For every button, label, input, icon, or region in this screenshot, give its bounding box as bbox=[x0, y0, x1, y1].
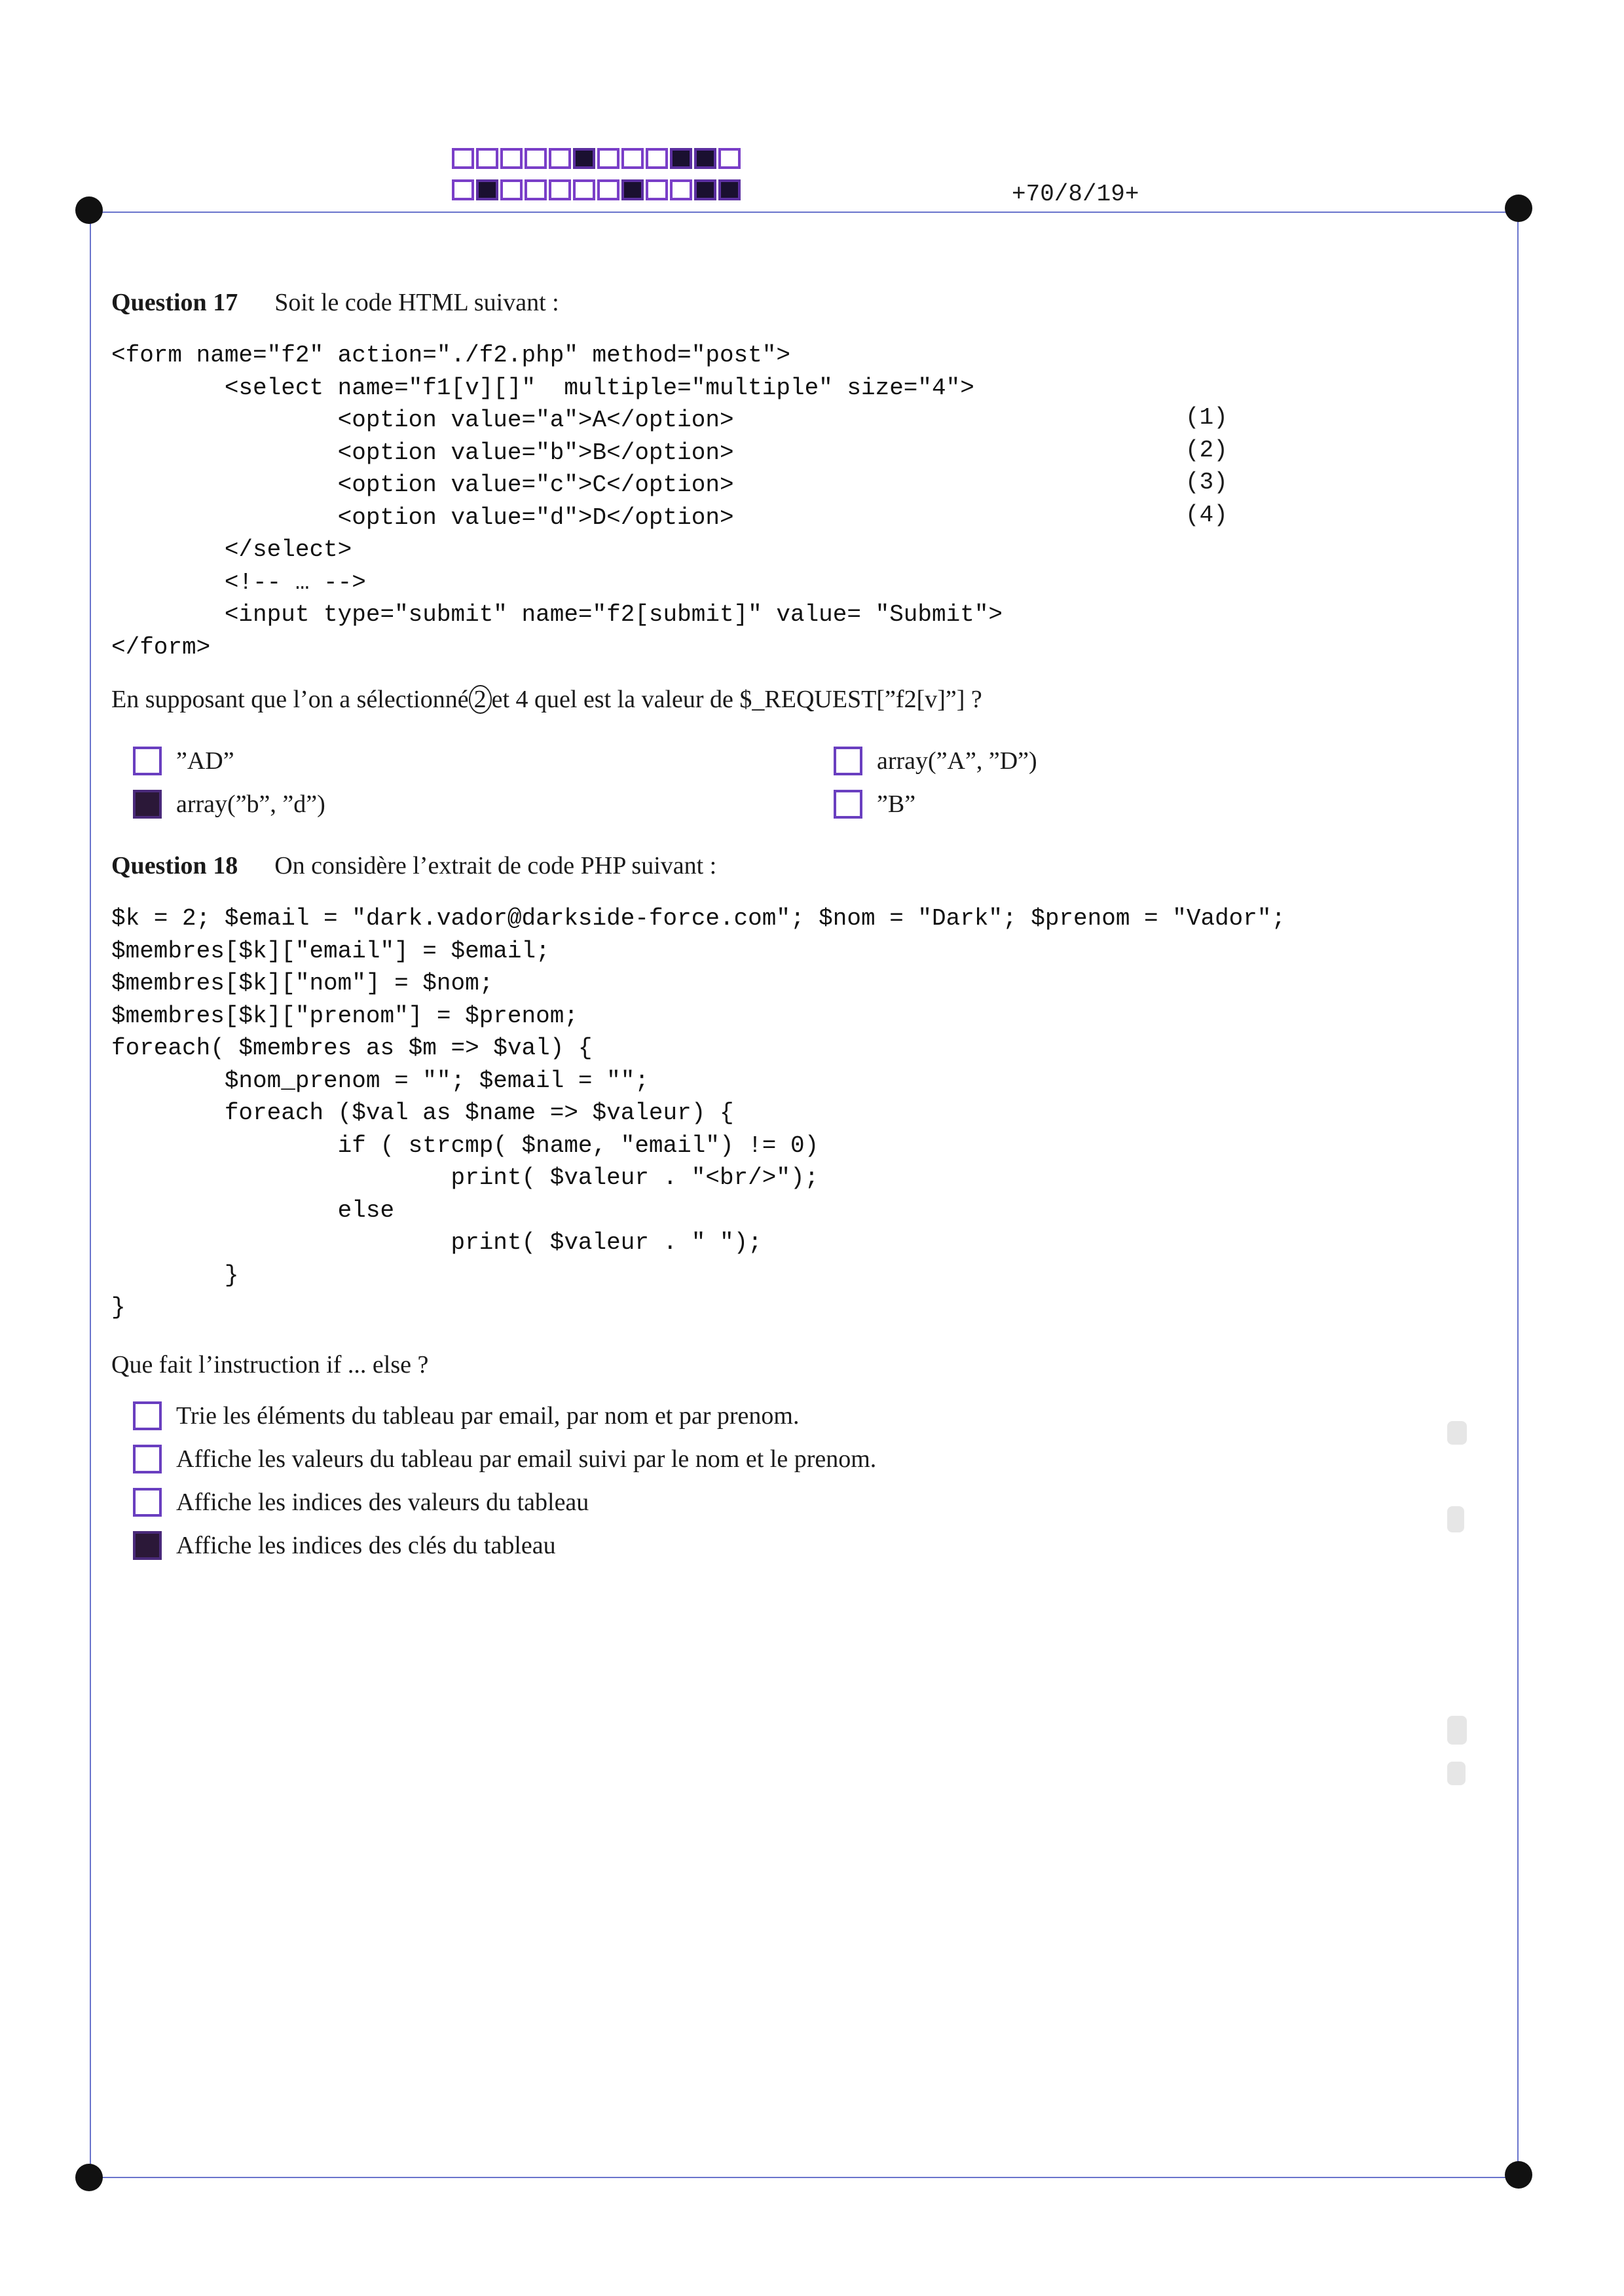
barcode-cell bbox=[452, 179, 474, 200]
checkbox[interactable] bbox=[133, 1488, 162, 1517]
barcode-cell bbox=[597, 179, 619, 200]
question-text-after: et 4 quel est la valeur de $_REQUEST[”f2[v]”] ? bbox=[491, 686, 982, 713]
question-text-before: En supposant que l’on a sélectionné bbox=[111, 686, 469, 713]
code-line: $membres[$k]["email"] = $email; bbox=[111, 937, 550, 965]
q18-choice-3[interactable] bbox=[133, 1488, 589, 1517]
code-line: $nom_prenom = ""; $email = ""; bbox=[111, 1067, 649, 1094]
q18-choice-2[interactable] bbox=[133, 1445, 876, 1473]
checkbox[interactable] bbox=[133, 1401, 162, 1430]
barcode-cell bbox=[573, 148, 595, 169]
question-prompt: Soit le code HTML suivant : bbox=[274, 289, 559, 316]
barcode-cell bbox=[718, 148, 741, 169]
checkbox[interactable] bbox=[133, 1531, 162, 1560]
choice-label: ”AD” bbox=[176, 747, 234, 775]
barcode-cell bbox=[476, 179, 498, 200]
barcode-cell bbox=[549, 179, 571, 200]
choice-label: array(”A”, ”D”) bbox=[877, 747, 1037, 775]
scan-artifact bbox=[1447, 1506, 1464, 1532]
code-line: $membres[$k]["prenom"] = $prenom; bbox=[111, 1002, 578, 1029]
code-line: <option value="b">B</option> bbox=[111, 439, 734, 466]
code-line: } bbox=[111, 1294, 126, 1321]
choice-label: Affiche les valeurs du tableau par email suivi par le nom et le prenom. bbox=[176, 1445, 877, 1473]
barcode-cell bbox=[549, 148, 571, 169]
barcode-cell bbox=[597, 148, 619, 169]
circled-number: 2 bbox=[469, 685, 492, 714]
barcode-cell bbox=[525, 148, 547, 169]
page-code: +70/8/19+ bbox=[1012, 181, 1139, 208]
barcode-cell bbox=[646, 148, 668, 169]
code-line: </select> bbox=[111, 536, 352, 563]
barcode-cell bbox=[525, 179, 547, 200]
scan-artifact bbox=[1447, 1716, 1467, 1745]
barcode-cell bbox=[694, 179, 716, 200]
q17-choice-1[interactable] bbox=[133, 747, 234, 775]
barcode-cell bbox=[670, 148, 692, 169]
barcode-cell bbox=[621, 148, 644, 169]
question-17-heading bbox=[111, 288, 559, 317]
code-line: $membres[$k]["nom"] = $nom; bbox=[111, 970, 494, 997]
code-line: } bbox=[111, 1261, 239, 1289]
question-17-text bbox=[111, 685, 982, 714]
line-number: (1) bbox=[1185, 404, 1228, 431]
barcode-cell bbox=[500, 148, 523, 169]
choice-label: ”B” bbox=[877, 790, 916, 818]
code-line: <option value="a">A</option> bbox=[111, 407, 734, 434]
code-line: <select name="f1[v][]" multiple="multiple" size="4"> bbox=[111, 374, 974, 401]
question-18-heading bbox=[111, 851, 716, 880]
code-line: <form name="f2" action="./f2.php" method="post"> bbox=[111, 342, 790, 369]
barcode-row-2 bbox=[452, 179, 741, 200]
line-number: (2) bbox=[1185, 436, 1228, 464]
choice-label: array(”b”, ”d”) bbox=[176, 790, 325, 818]
registration-mark-bottom-right bbox=[1505, 2161, 1532, 2189]
question-label: Question 17 bbox=[111, 289, 238, 316]
checkbox[interactable] bbox=[133, 1445, 162, 1473]
code-line: <option value="d">D</option> bbox=[111, 504, 734, 531]
question-prompt: On considère l’extrait de code PHP suivant : bbox=[274, 852, 717, 880]
checkbox[interactable] bbox=[834, 747, 862, 775]
line-number: (3) bbox=[1185, 469, 1228, 496]
question-label: Question 18 bbox=[111, 852, 238, 880]
choice-label: Affiche les indices des clés du tableau bbox=[176, 1532, 556, 1559]
registration-mark-top-right bbox=[1505, 194, 1532, 222]
checkbox[interactable] bbox=[834, 790, 862, 819]
code-line: <!-- … --> bbox=[111, 568, 366, 596]
code-line: <option value="c">C</option> bbox=[111, 472, 734, 498]
q18-choice-4[interactable] bbox=[133, 1531, 556, 1560]
code-line: print( $valeur . "<br/>"); bbox=[111, 1164, 819, 1191]
barcode-cell bbox=[573, 179, 595, 200]
checkbox[interactable] bbox=[133, 747, 162, 775]
html-code-block bbox=[111, 339, 1003, 663]
barcode-cell bbox=[452, 148, 474, 169]
code-line: if ( strcmp( $name, "email") != 0) bbox=[111, 1132, 819, 1159]
checkbox[interactable] bbox=[133, 790, 162, 819]
registration-mark-top-left bbox=[75, 196, 103, 224]
scan-artifact bbox=[1447, 1421, 1467, 1445]
barcode-cell bbox=[694, 148, 716, 169]
code-line: <input type="submit" name="f2[submit]" value= "Submit"> bbox=[111, 601, 1003, 628]
barcode-cell bbox=[718, 179, 741, 200]
barcode-row-1 bbox=[452, 148, 741, 169]
barcode-cell bbox=[500, 179, 523, 200]
q18-choice-1[interactable] bbox=[133, 1401, 799, 1430]
barcode-cell bbox=[646, 179, 668, 200]
choice-label: Trie les éléments du tableau par email, par nom et par prenom. bbox=[176, 1402, 800, 1430]
q17-choice-2[interactable] bbox=[834, 747, 1037, 775]
line-number: (4) bbox=[1185, 501, 1228, 528]
barcode-cell bbox=[670, 179, 692, 200]
code-line: print( $valeur . " "); bbox=[111, 1229, 762, 1256]
q17-choice-4[interactable] bbox=[834, 790, 915, 819]
scan-artifact bbox=[1447, 1762, 1466, 1785]
barcode-cell bbox=[621, 179, 644, 200]
code-line: foreach ($val as $name => $valeur) { bbox=[111, 1100, 734, 1126]
code-line: else bbox=[111, 1196, 395, 1224]
code-line: </form> bbox=[111, 633, 211, 661]
question-18-text: Que fait l’instruction if ... else ? bbox=[111, 1351, 429, 1379]
code-line: $k = 2; $email = "dark.vador@darkside-force.com"; $nom = "Dark"; $prenom = "Vador"; bbox=[111, 905, 1286, 932]
barcode-cell bbox=[476, 148, 498, 169]
php-code-block bbox=[111, 902, 1285, 1324]
code-line: foreach( $membres as $m => $val) { bbox=[111, 1035, 593, 1062]
choice-label: Affiche les indices des valeurs du tableau bbox=[176, 1489, 589, 1516]
registration-mark-bottom-left bbox=[75, 2164, 103, 2191]
q17-choice-3[interactable] bbox=[133, 790, 325, 819]
